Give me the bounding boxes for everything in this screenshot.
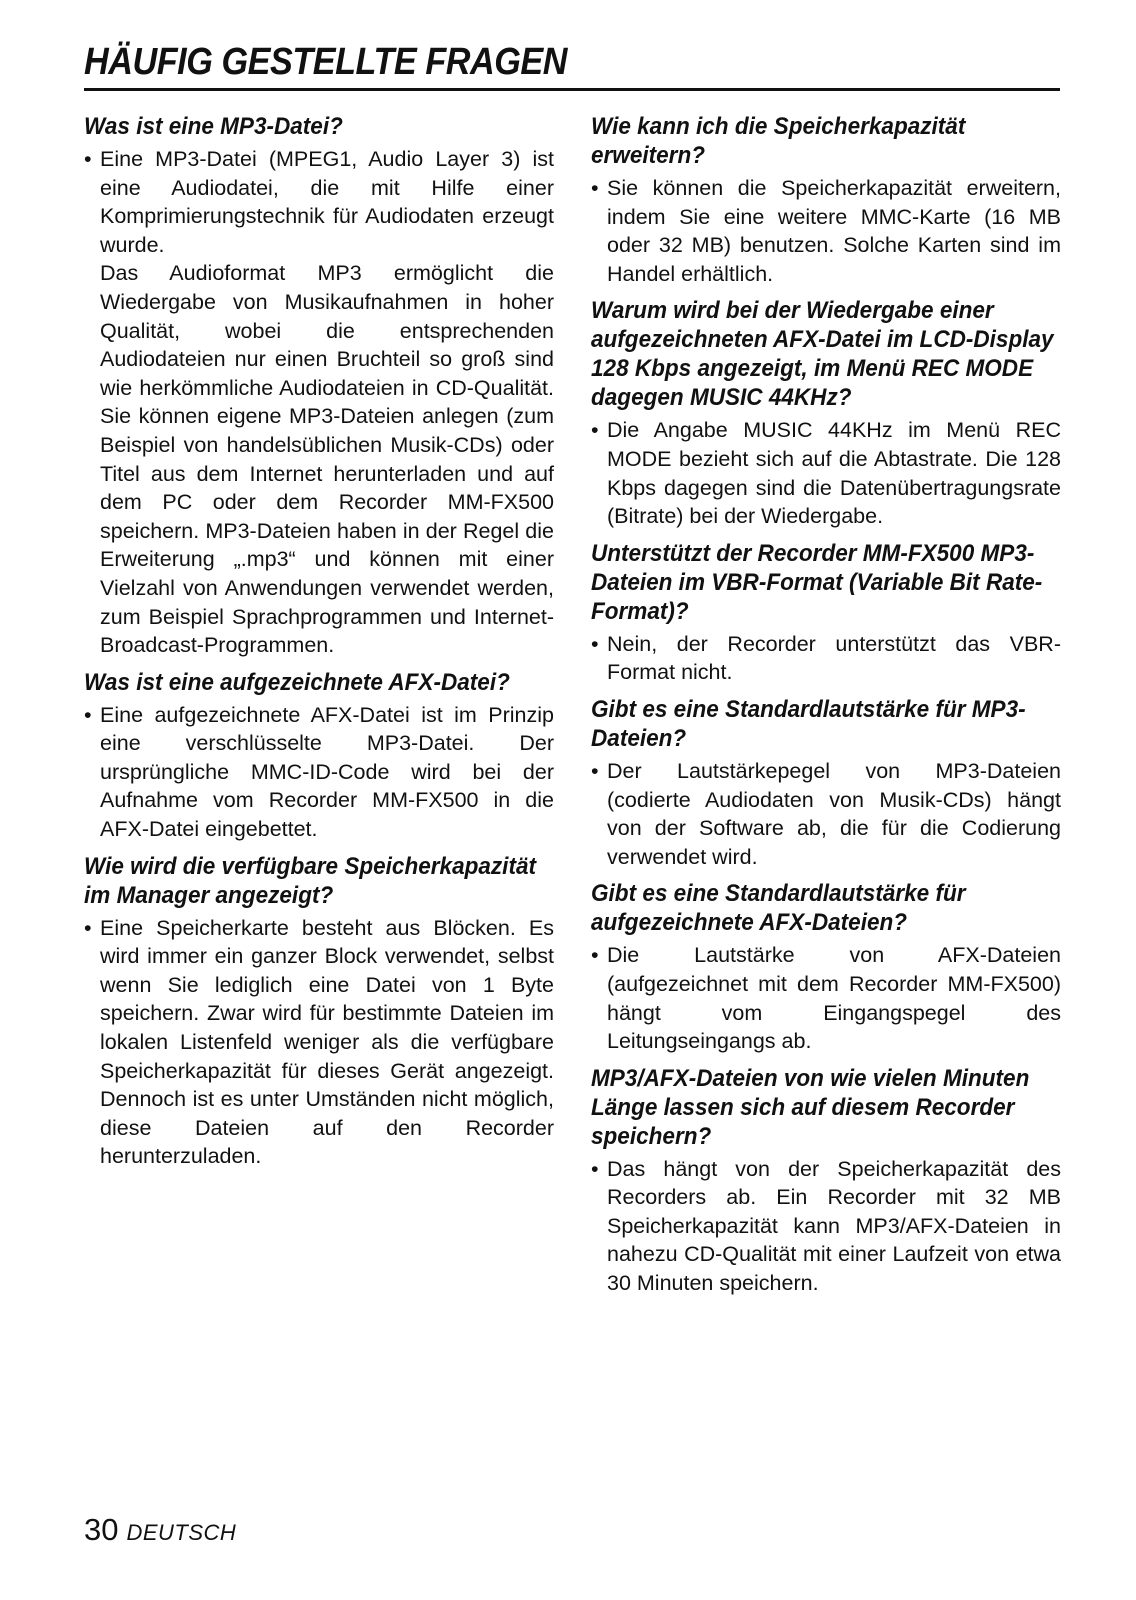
answer-paragraph: Das Audioformat MP3 ermöglicht die Wiedergabe von Musikaufnahmen in hoher Qualität, wobei die entsprechenden Audiodateien nur einen Bruchteil so groß sind wie herkömmliche Audiodateien in CD-Qualität. Sie können eigene MP3-Dateien anlegen (zum Beispiel von handelsüblichen Musik-CDs) oder Titel aus dem Internet herunterladen und auf dem PC oder dem Recorder MM-FX500 speichern. MP3-Dateien haben in der Regel die Erweiterung „.mp3“ und können mit einer Vielzahl von Anwendungen verwendet werden, zum Beispiel Sprachprogrammen und Internet-Broadcast-Programmen. [100, 261, 554, 658]
faq-item [591, 879, 1061, 1055]
faq-item [591, 296, 1061, 530]
faq-question: Unterstützt der Recorder MM-FX500 MP3-Dateien im VBR-Format (Variable Bit Rate-Format)? [591, 539, 1043, 625]
page-number: 30 [84, 1512, 119, 1547]
answer-paragraph: Eine aufgezeichnete AFX-Datei ist im Prinzip eine verschlüsselte MP3-Datei. Der ursprüngliche MMC-ID-Code wird bei der Aufnahme vom Recorder MM-FX500 in die AFX-Datei eingebettet. [100, 702, 554, 842]
page-footer [84, 1512, 236, 1548]
faq-question: Gibt es eine Standardlautstärke für MP3-Dateien? [591, 695, 1026, 752]
faq-answer [591, 416, 1061, 530]
faq-answer [84, 914, 554, 1171]
faq-item [84, 112, 554, 660]
bullet-icon: • [84, 702, 92, 727]
bullet-icon: • [84, 147, 92, 171]
right-column [591, 112, 1061, 1306]
faq-answer [591, 630, 1061, 687]
faq-answer [591, 941, 1061, 1055]
faq-question: Wie wird die verfügbare Speicherkapazität im Manager angezeigt? [84, 852, 536, 909]
faq-question: MP3/AFX-Dateien von wie vielen Minuten Länge lassen sich auf diesem Recorder speichern? [591, 1064, 1030, 1150]
bullet-icon: • [591, 631, 599, 656]
answer-paragraph: Der Lautstärkepegel von MP3-Dateien (codierte Audiodaten von Musik-CDs) hängt von der Software ab, die für die Codierung verwendet wird. [607, 758, 1061, 869]
answer-paragraph: Sie können die Speicherkapazität erweitern, indem Sie eine weitere MMC-Karte (16 MB oder 32 MB) benutzen. Solche Karten sind im Handel erhältlich. [607, 176, 1061, 286]
faq-question: Was ist eine aufgezeichnete AFX-Datei? [84, 668, 510, 696]
bullet-icon: • [591, 176, 599, 200]
answer-paragraph: Eine Speicherkarte besteht aus Blöcken. Es wird immer ein ganzer Block verwendet, selbst wenn Sie lediglich eine Datei von 1 Byte speichern. Zwar wird für bestimmte Dateien im lokalen Listenfeld weniger als die verfügbare Speicherkapazität für dieses Gerät angezeigt. Dennoch ist es unter Umständen nicht möglich, diese Dateien auf den Recorder herunterzuladen. [100, 915, 554, 1169]
bullet-icon: • [591, 943, 599, 968]
faq-answer [591, 757, 1061, 871]
answer-paragraph: Das hängt von der Speicherkapazität des Recorders ab. Ein Recorder mit 32 MB Speicherkapazität kann MP3/AFX-Dateien in nahezu CD-Qualität mit einer Laufzeit von etwa 30 Minuten speichern. [607, 1156, 1061, 1296]
faq-question: Gibt es eine Standardlautstärke für aufgezeichnete AFX-Dateien? [591, 880, 966, 937]
faq-answer [84, 145, 554, 660]
answer-paragraph: Die Lautstärke von AFX-Dateien (aufgezeichnet mit dem Recorder MM-FX500) hängt vom Eingangspegel des Leitungseingangs ab. [607, 943, 1061, 1054]
faq-question: Was ist eine MP3-Datei? [84, 113, 343, 140]
faq-item [84, 852, 554, 1171]
language-label: DEUTSCH [126, 1520, 237, 1545]
faq-answer [591, 1155, 1061, 1298]
title-divider [84, 88, 1060, 91]
answer-paragraph: Die Angabe MUSIC 44KHz im Menü REC MODE bezieht sich auf die Abtastrate. Die 128 Kbps dagegen sind die Datenübertragungsrate (Bitrate) bei der Wiedergabe. [607, 418, 1061, 529]
bullet-icon: • [591, 418, 599, 443]
bullet-icon: • [84, 915, 92, 940]
bullet-icon: • [591, 758, 599, 783]
faq-question: Warum wird bei der Wiedergabe einer aufgezeichneten AFX-Datei im LCD-Display 128 Kbps angezeigt, im Menü REC MODE dagegen MUSIC 44KHz? [591, 297, 1054, 412]
page-title: HÄUFIG GESTELLTE FRAGEN [84, 41, 568, 83]
answer-paragraph: Nein, der Recorder unterstützt das VBR-Format nicht. [607, 631, 1061, 685]
faq-answer [84, 701, 554, 844]
bullet-icon: • [591, 1156, 599, 1181]
faq-item [591, 1064, 1061, 1298]
faq-item [84, 668, 554, 844]
faq-item [591, 112, 1061, 288]
answer-paragraph: Eine MP3-Datei (MPEG1, Audio Layer 3) ist eine Audiodatei, die mit Hilfe einer Komprimierungstechnik für Audiodaten erzeugt wurde. [100, 147, 554, 257]
faq-question: Wie kann ich die Speicherkapazität erweitern? [591, 113, 966, 169]
faq-item [591, 539, 1061, 687]
faq-answer [591, 174, 1061, 288]
left-column [84, 112, 554, 1179]
faq-item [591, 695, 1061, 871]
